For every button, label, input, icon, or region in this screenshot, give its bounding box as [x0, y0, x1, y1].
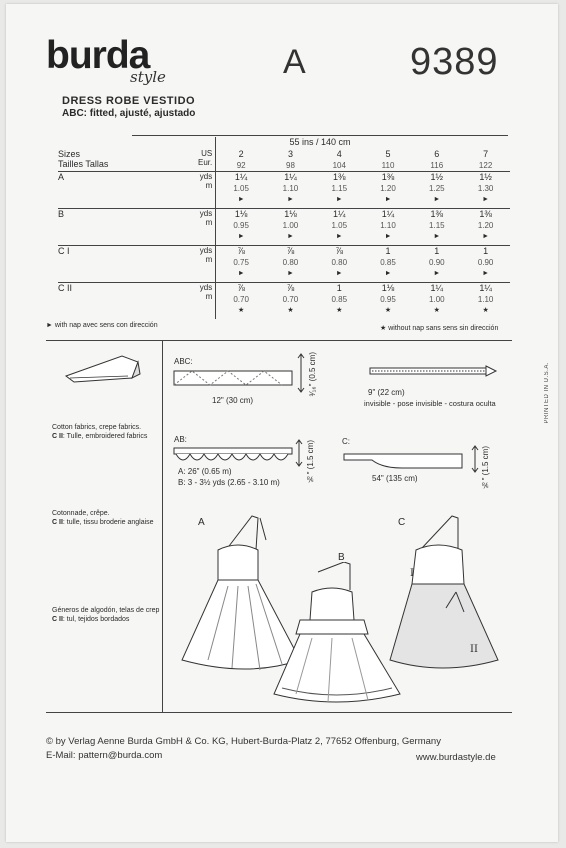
fabric-en-2 — [52, 432, 160, 441]
nap-symbol: ★ — [287, 307, 294, 314]
nap-symbol: ► — [482, 270, 490, 277]
yardage-yds: ⅞ — [237, 283, 245, 293]
yardage-yds: 1¼ — [332, 209, 346, 219]
fabric-en: Cotton fabrics, crepe fabrics. — [52, 424, 142, 431]
with-nap-note: ► with nap avec sens con dirección — [46, 322, 158, 329]
unit-yds: yds — [199, 283, 213, 292]
yardage-yds: ⅞ — [237, 246, 245, 256]
nap-symbol: ► — [384, 270, 392, 277]
eur-size: 116 — [430, 161, 444, 170]
without-nap-note: ★ without nap sans sens sin dirección — [380, 325, 499, 332]
size-column-header — [216, 137, 266, 172]
pattern-number: 9389 — [410, 41, 499, 83]
yardage-m: 0.90 — [477, 258, 494, 267]
fabric-es: Géneros de algodón, telas de crep — [52, 607, 160, 614]
view-row — [58, 209, 510, 246]
yardage-m: 0.95 — [380, 295, 396, 304]
yardage-m: 1.25 — [429, 184, 445, 193]
yardage-m: 1.05 — [331, 221, 348, 230]
ribbon-icon — [342, 448, 466, 476]
unit-yds: yds — [199, 246, 213, 255]
us-size: 4 — [336, 149, 342, 159]
unit-labels — [198, 172, 216, 209]
yardage-m: 1.20 — [380, 184, 396, 193]
view-c-part-1: I — [410, 568, 414, 579]
yardage-yds: 1⅛ — [381, 283, 395, 293]
nap-symbol: ► — [482, 196, 490, 203]
notion-ab-b: B: 3 - 3½ yds (2.65 - 3.10 m) — [178, 478, 280, 487]
yardage-yds: 1⅛ — [234, 209, 248, 219]
eur-size: 98 — [286, 161, 295, 170]
yardage-yds: 1 — [336, 283, 342, 293]
yardage-cell — [364, 172, 413, 209]
yardage-cell — [461, 246, 510, 283]
yardage-yds: 1 — [434, 246, 440, 256]
yardage-m: 1.10 — [282, 184, 299, 193]
fabric-fr: Cotonnade, crêpe. — [52, 510, 110, 517]
brand-sub: style — [130, 68, 166, 86]
nap-symbol: ★ — [336, 307, 343, 314]
eur-size: 110 — [381, 161, 395, 170]
arrow-icon — [296, 352, 306, 394]
yardage-cell — [266, 246, 315, 283]
yardage-cell — [216, 246, 266, 283]
yardage-m: 1.00 — [429, 295, 445, 304]
yardage-m: 1.15 — [331, 184, 348, 193]
divider — [46, 340, 512, 341]
yardage-cell — [461, 283, 510, 320]
yardage-yds: 1⅜ — [332, 172, 346, 182]
notion-ab-a: A: 26" (0.65 m) — [178, 467, 232, 476]
notion-abc-width: ³⁄₁₆" (0.5 cm) — [308, 352, 317, 397]
us-size: 7 — [483, 149, 489, 159]
yardage-m: 0.75 — [233, 258, 249, 267]
nap-symbol: ★ — [433, 307, 440, 314]
nap-symbol: ► — [433, 233, 441, 240]
fabric-swatch-icon — [62, 348, 142, 386]
yardage-yds: 1 — [483, 246, 489, 256]
notion-c-label: C: — [342, 437, 350, 446]
yardage-cell — [266, 172, 315, 209]
yardage-cell — [412, 246, 461, 283]
fabric-es-view: C II — [52, 616, 63, 623]
arrow-icon — [470, 444, 480, 474]
yardage-cell — [364, 283, 413, 320]
yardage-cell — [364, 209, 413, 246]
yardage-m: 1.15 — [429, 221, 445, 230]
yardage-cell — [461, 209, 510, 246]
yardage-m: 0.85 — [331, 295, 348, 304]
nap-symbol: ► — [384, 196, 392, 203]
fabric-es-2 — [52, 615, 160, 624]
notion-abc-label: ABC: — [174, 357, 193, 366]
yardage-m: 0.70 — [282, 295, 299, 304]
fabric-suggestions-fr — [52, 509, 160, 527]
yardage-cell — [216, 209, 266, 246]
yardage-m: 1.10 — [477, 295, 494, 304]
yardage-yds: 1⅛ — [284, 209, 297, 219]
yardage-yds: 1¼ — [284, 172, 297, 182]
size-column-header — [266, 137, 315, 172]
nap-symbol: ► — [335, 270, 343, 277]
yardage-yds: ⅞ — [286, 283, 295, 293]
yardage-cell — [461, 172, 510, 209]
fabric-fr-view: C II — [52, 519, 63, 526]
nap-symbol: ► — [433, 270, 441, 277]
unit-m: m — [205, 181, 213, 190]
copyright: © by Verlag Aenne Burda GmbH & Co. KG, Hubert-Burda-Platz 2, 77652 Offenburg, Germany — [46, 736, 441, 747]
yardage-yds: 1⅜ — [381, 172, 395, 182]
nap-symbol: ★ — [384, 307, 392, 314]
size-labels — [58, 137, 198, 172]
eur-size: 104 — [332, 161, 346, 170]
fabric-suggestions-es — [52, 606, 160, 624]
fabric-width: 55 ins / 140 cm — [132, 135, 508, 147]
fabric-en-view: C II — [52, 433, 63, 440]
yardage-yds: 1½ — [430, 172, 444, 182]
unit-m: m — [205, 255, 213, 264]
unit-m: m — [205, 218, 213, 227]
nap-symbol: ► — [237, 270, 245, 277]
yardage-yds: 1¼ — [381, 209, 395, 219]
nap-symbol: ► — [287, 196, 294, 203]
dress-c-illustration — [382, 512, 510, 688]
yardage-yds: 1⅜ — [430, 209, 444, 219]
divider-vertical — [162, 340, 163, 712]
notion-abc-length: 12" (30 cm) — [212, 396, 254, 405]
unit-yds: yds — [199, 209, 213, 218]
divider-bottom — [46, 712, 512, 713]
brand-logo: burda — [46, 34, 150, 77]
unit-system — [198, 137, 216, 172]
nap-symbol: ► — [287, 270, 294, 277]
yardage-yds: 1¼ — [479, 283, 492, 293]
nap-symbol: ► — [384, 233, 392, 240]
yardage-cell — [412, 172, 461, 209]
nap-symbol: ► — [237, 233, 245, 240]
fabric-es-text: : tul, tejidos bordados — [62, 616, 130, 623]
fabric-fr-text: : tulle, tissu broderie anglaise — [62, 519, 154, 526]
eur-label: Eur. — [198, 158, 213, 167]
yardage-m: 0.80 — [282, 258, 299, 267]
yardage-m: 1.20 — [477, 221, 494, 230]
yardage-yds: 1⅜ — [479, 209, 492, 219]
unit-m: m — [205, 292, 213, 301]
notion-ab-width: ⅝" (1.5 cm) — [306, 440, 315, 484]
yardage-m: 0.70 — [233, 295, 249, 304]
view-name: A — [58, 172, 198, 209]
fabric-suggestions-en — [52, 423, 160, 441]
yardage-cell — [315, 246, 364, 283]
printed-in: PRINTED IN U.S.A. — [544, 362, 550, 424]
size-column-header — [461, 137, 510, 172]
zipper-icon — [368, 364, 500, 378]
view-c-label: C — [398, 517, 406, 528]
yardage-cell — [216, 283, 266, 320]
yardage-m: 0.85 — [380, 258, 396, 267]
website: www.burdastyle.de — [416, 752, 496, 763]
yardage-m: 0.80 — [331, 258, 348, 267]
view-row — [58, 246, 510, 283]
nap-symbol: ► — [335, 233, 343, 240]
size-column-header — [412, 137, 461, 172]
unit-labels — [198, 209, 216, 246]
nap-symbol: ► — [237, 196, 245, 203]
view-letter: A — [283, 43, 306, 81]
notion-c-length: 54" (135 cm) — [372, 474, 418, 483]
sizes-label-fr-es: Tailles Tallas — [58, 159, 109, 169]
nap-symbol: ★ — [238, 307, 245, 314]
fabric-en-text: : Tulle, embroidered fabrics — [62, 433, 148, 440]
view-c-part-2: II — [470, 644, 478, 655]
view-row — [58, 172, 510, 209]
us-size: 3 — [287, 149, 293, 159]
yardage-cell — [315, 209, 364, 246]
yardage-cell — [412, 209, 461, 246]
sizes-label: Sizes — [58, 149, 81, 159]
garment-subtitle: ABC: fitted, ajusté, ajustado — [62, 108, 196, 119]
yardage-yds: ⅞ — [335, 246, 343, 256]
yardage-cell — [364, 246, 413, 283]
notion-c-width: ⅝" (1.5 cm) — [481, 446, 490, 490]
yardage-yds: ⅞ — [286, 246, 295, 256]
yardage-m: 1.30 — [477, 184, 494, 193]
us-label: US — [201, 149, 213, 158]
yardage-m: 1.10 — [380, 221, 396, 230]
eur-size: 92 — [236, 161, 246, 170]
nap-symbol: ★ — [482, 307, 489, 314]
yardage-cell — [315, 172, 364, 209]
unit-yds: yds — [199, 172, 213, 181]
yardage-m: 1.05 — [233, 184, 249, 193]
zipper-desc: invisible - pose invisible - costura oculta — [364, 399, 496, 408]
arrow-icon — [294, 438, 304, 468]
yardage-yds: 1¼ — [430, 283, 444, 293]
yardage-cell — [266, 283, 315, 320]
us-size: 2 — [238, 149, 244, 159]
view-name: B — [58, 209, 198, 246]
nap-symbol: ► — [287, 233, 294, 240]
yardage-m: 0.90 — [429, 258, 445, 267]
yardage-cell — [315, 283, 364, 320]
view-name: C II — [58, 283, 198, 320]
yardage-yds: 1 — [385, 246, 391, 256]
unit-labels — [198, 246, 216, 283]
nap-symbol: ► — [482, 233, 490, 240]
zipper-length: 9" (22 cm) — [368, 388, 405, 397]
yardage-cell — [216, 172, 266, 209]
email-contact: E-Mail: pattern@burda.com — [46, 750, 163, 761]
fabric-fr-2 — [52, 518, 160, 527]
yardage-m: 1.00 — [282, 221, 299, 230]
yardage-m: 0.95 — [233, 221, 249, 230]
unit-labels — [198, 283, 216, 320]
yardage-table — [58, 137, 510, 319]
view-row — [58, 283, 510, 320]
view-name: C I — [58, 246, 198, 283]
garment-title: DRESS ROBE VESTIDO — [62, 95, 196, 107]
yardage-cell — [412, 283, 461, 320]
eur-size: 122 — [478, 161, 493, 170]
nap-symbol: ► — [433, 196, 441, 203]
size-column-header — [315, 137, 364, 172]
size-column-header — [364, 137, 413, 172]
view-b-label: B — [338, 552, 345, 563]
yardage-yds: 1¼ — [234, 172, 248, 182]
yardage-yds: 1½ — [479, 172, 492, 182]
yardage-cell — [266, 209, 315, 246]
nap-symbol: ► — [335, 196, 343, 203]
bias-tape-icon — [172, 367, 296, 391]
us-size: 5 — [385, 149, 391, 159]
us-size: 6 — [434, 149, 440, 159]
notion-ab-label: AB: — [174, 435, 187, 444]
view-a-label: A — [198, 517, 205, 528]
